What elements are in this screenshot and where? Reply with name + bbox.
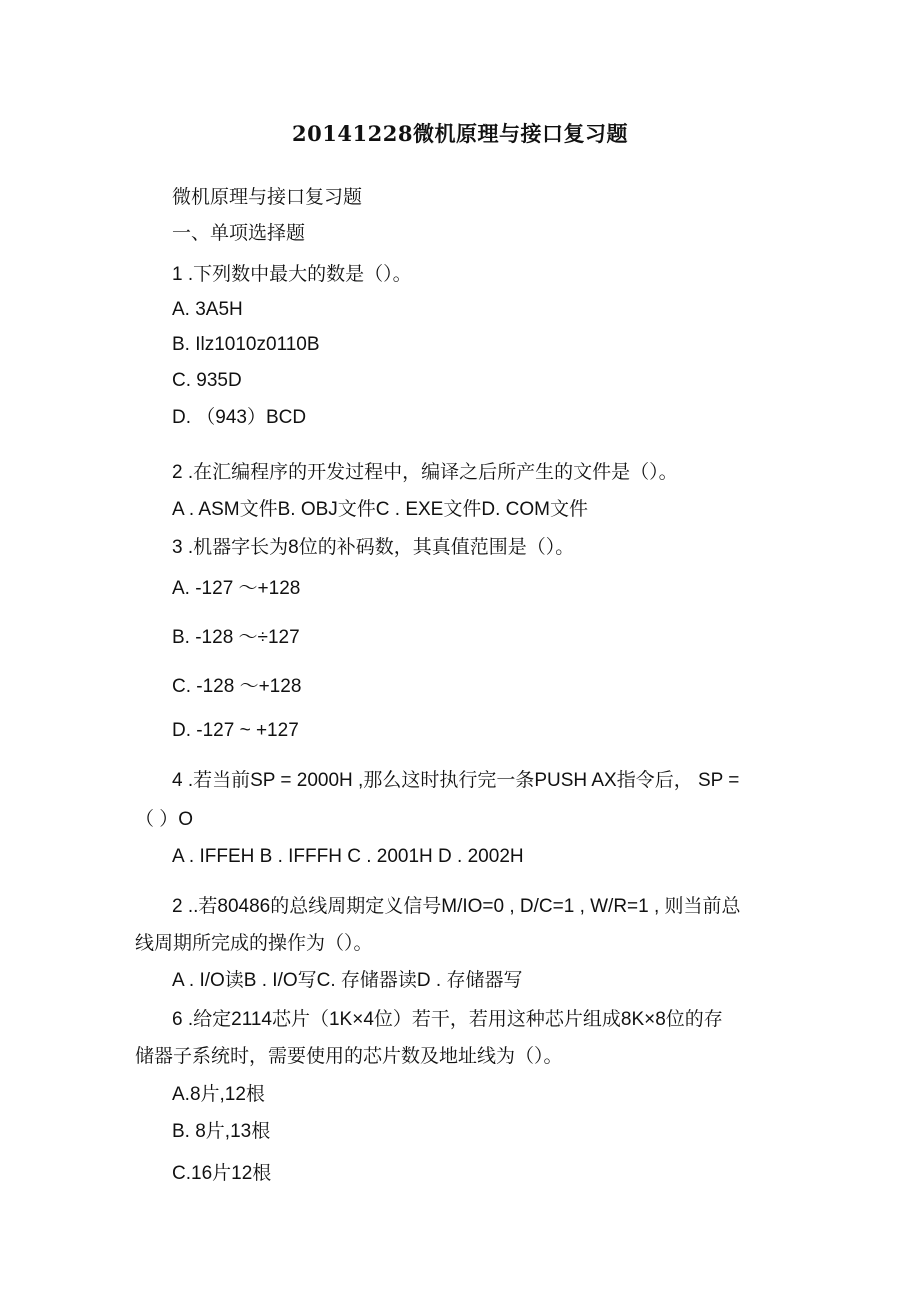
question-6-option-a: A.8片,12根 (172, 1084, 265, 1105)
question-6-option-b: B. 8片,13根 (172, 1121, 271, 1142)
document-subtitle: 微机原理与接口复习题 (172, 187, 363, 208)
document-title: 20141228微机原理与接口复习题 (292, 121, 628, 146)
question-2-stem: 2 .在汇编程序的开发过程中，编译之后所产生的文件是（）。 (172, 462, 678, 483)
question-5-options: A . I/O读B . I/O写C. 存储器读D . 存储器写 (172, 970, 523, 991)
question-6-stem-line-1: 6 .给定2114芯片（1K×4位）若干，若用这种芯片组成8K×8位的存 (172, 1009, 723, 1030)
question-3-option-d: D. -127 ~ +127 (172, 720, 299, 741)
question-3-option-a: A. -127 ～+128 (172, 578, 301, 599)
section-heading: 一、单项选择题 (172, 223, 306, 244)
question-2-options: A . ASM文件B. OBJ文件C . EXE文件D. COM文件 (172, 499, 588, 520)
question-4-options: A . IFFEH B . IFFFH C . 2001H D . 2002H (172, 846, 524, 867)
question-1-option-d: D. （943）BCD (172, 407, 307, 428)
question-5-stem-line-1: 2 ..若80486的总线周期定义信号M/IO=0 , D/C=1 , W/R=1 , 则当前总 (172, 896, 741, 917)
question-3-option-b: B. -128 ～÷127 (172, 627, 300, 648)
question-1-option-b: B. Ilz1010z0110B (172, 334, 320, 355)
question-1-option-c: C. 935D (172, 370, 242, 391)
question-1-option-a: A. 3A5H (172, 299, 243, 320)
question-4-stem-line-1: 4 .若当前SP = 2000H ,那么这时执行完一条PUSH AX指令后， SP = (172, 770, 740, 791)
question-5-stem-line-2: 线周期所完成的操作为（）。 (135, 933, 373, 954)
question-6-option-c: C.16片12根 (172, 1163, 272, 1184)
question-4-stem-line-2: （ ）O (135, 809, 194, 830)
question-1-stem: 1 .下列数中最大的数是（）。 (172, 264, 412, 285)
question-3-option-c: C. -128 ～+128 (172, 676, 302, 697)
question-6-stem-line-2: 储器子系统时，需要使用的芯片数及地址线为（）。 (135, 1046, 563, 1067)
question-3-stem: 3 .机器字长为8位的补码数，其真值范围是（）。 (172, 537, 575, 558)
